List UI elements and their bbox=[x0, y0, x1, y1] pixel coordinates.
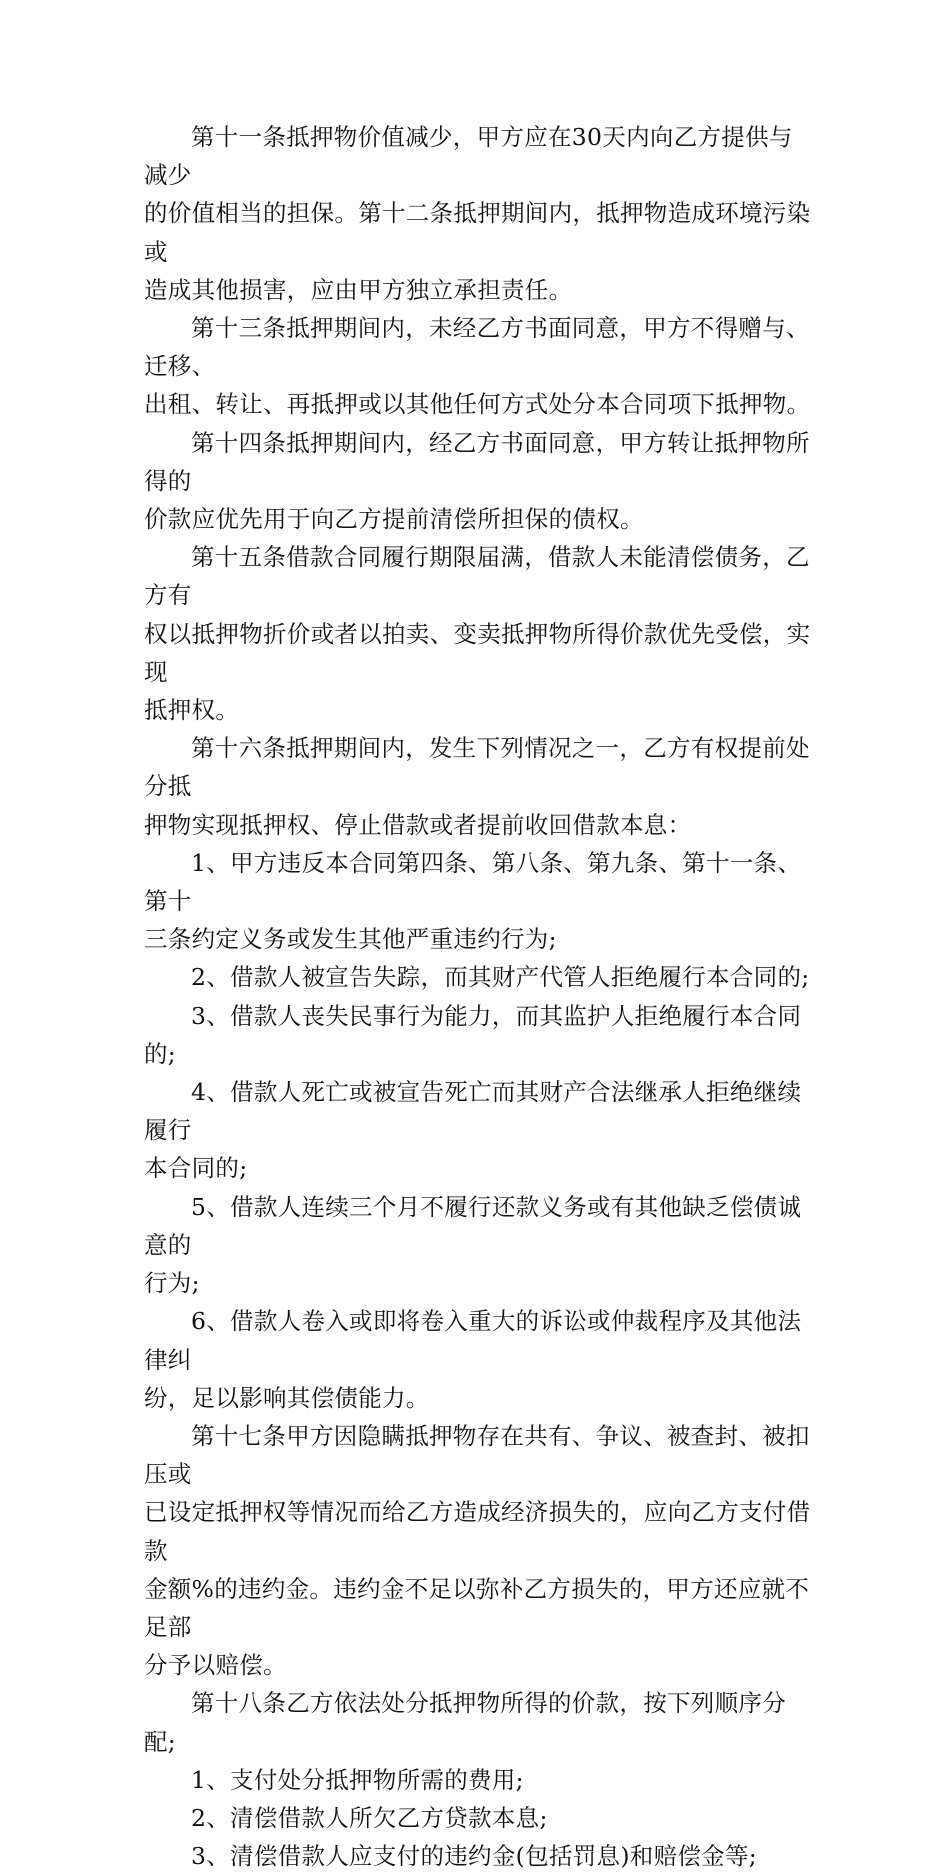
paragraph-article-18: 第十八条乙方依法处分抵押物所得的价款，按下列顺序分配; bbox=[144, 1689, 786, 1756]
document-body bbox=[144, 118, 814, 1875]
list-item-18-3: 3、清偿借款人应支付的违约金(包括罚息)和赔偿金等; bbox=[191, 1842, 758, 1871]
list-item-16-1: 1、甲方违反本合同第四条、第八条、第九条、第十一条、第十 三条约定义务或发生其他严重违约行为; bbox=[144, 848, 802, 954]
paragraph-article-15: 第十五条借款合同履行期限届满，借款人未能清偿债务，乙方有 权以抵押物折价或者以拍卖、变卖抵押物所得价款优先受偿，实现 抵押权。 bbox=[144, 543, 811, 725]
list-item-16-3: 3、借款人丧失民事行为能力，而其监护人拒绝履行本合同的; bbox=[144, 1001, 802, 1068]
list-item-16-5: 5、借款人连续三个月不履行还款义务或有其他缺乏偿债诚意的 行为; bbox=[144, 1192, 802, 1298]
paragraph-article-14: 第十四条抵押期间内，经乙方书面同意，甲方转让抵押物所得的 价款应优先用于向乙方提前清偿所担保的债权。 bbox=[144, 428, 810, 534]
paragraph-article-11-12: 第十一条抵押物价值减少，甲方应在30天内向乙方提供与减少 的价值相当的担保。第十二条抵押期间内，抵押物造成环境污染或 造成其他损害，应由甲方独立承担责任。 bbox=[144, 123, 811, 304]
paragraph-article-16: 第十六条抵押期间内，发生下列情况之一，乙方有权提前处分抵 押物实现抵押权、停止借款或者提前收回借款本息： bbox=[144, 734, 810, 839]
list-item-18-2: 2、清偿借款人所欠乙方贷款本息; bbox=[191, 1803, 548, 1832]
list-item-16-2: 2、借款人被宣告失踪，而其财产代管人拒绝履行本合同的; bbox=[191, 963, 810, 992]
paragraph-article-17: 第十七条甲方因隐瞒抵押物存在共有、争议、被查封、被扣压或 已设定抵押权等情况而给乙方造成经济损失的，应向乙方支付借款 金额%的违约金。违约金不足以弥补乙方损失的，甲方还应就不足部 分予以赔偿。 bbox=[144, 1421, 811, 1680]
list-item-16-4: 4、借款人死亡或被宣告死亡而其财产合法继承人拒绝继续履行 本合同的; bbox=[144, 1078, 802, 1183]
list-item-16-6: 6、借款人卷入或即将卷入重大的诉讼或仲裁程序及其他法律纠 纷，足以影响其偿债能力。 bbox=[144, 1307, 802, 1412]
paragraph-article-13: 第十三条抵押期间内，未经乙方书面同意，甲方不得赠与、迁移、 出租、转让、再抵押或以其他任何方式处分本合同项下抵押物。 bbox=[144, 314, 811, 419]
list-item-18-1: 1、支付处分抵押物所需的费用; bbox=[191, 1765, 524, 1794]
